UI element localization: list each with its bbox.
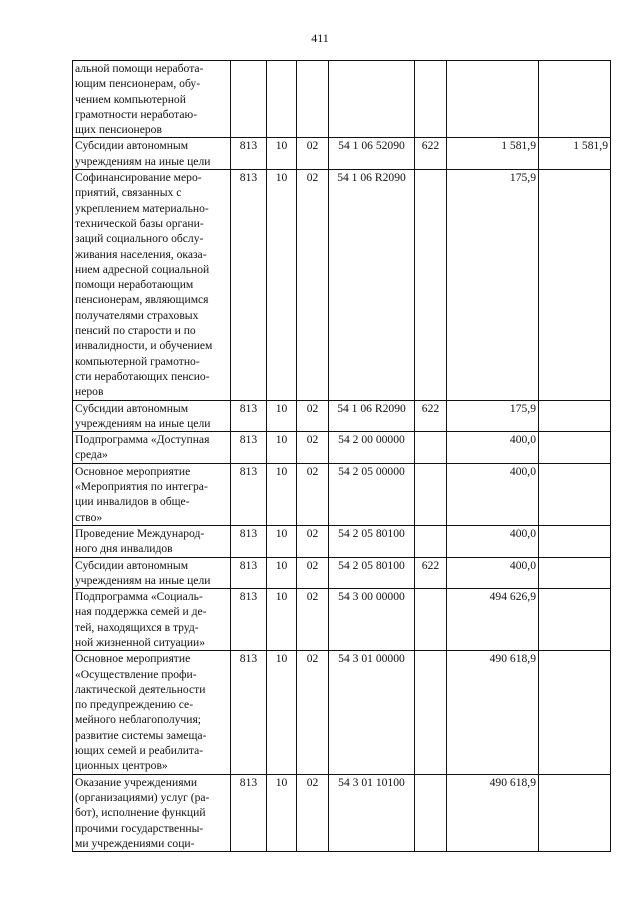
target-article-cell	[329, 61, 415, 138]
amount-extra-cell	[539, 400, 611, 432]
expense-type-cell: 622	[415, 138, 447, 170]
amount-extra-cell: 1 581,9	[539, 138, 611, 170]
target-article-cell: 54 2 05 80100	[329, 557, 415, 589]
subsection-code-cell: 02	[297, 651, 329, 774]
table-row	[73, 432, 611, 464]
expense-type-cell	[415, 651, 447, 774]
department-code-cell: 813	[231, 557, 267, 589]
target-article-cell: 54 3 01 00000	[329, 651, 415, 774]
expense-type-cell	[415, 774, 447, 851]
item-name-cell: Подпрограмма «Доступная среда»	[73, 432, 231, 464]
budget-table	[72, 60, 611, 852]
department-code-cell: 813	[231, 525, 267, 557]
item-name-cell: Проведение Международ- ного дня инвалидов	[73, 525, 231, 557]
subsection-code-cell: 02	[297, 463, 329, 525]
target-article-cell: 54 2 05 00000	[329, 463, 415, 525]
department-code-cell: 813	[231, 651, 267, 774]
section-code-cell	[267, 61, 297, 138]
target-article-cell: 54 3 01 10100	[329, 774, 415, 851]
section-code-cell: 10	[267, 170, 297, 400]
amount-cell	[447, 61, 539, 138]
section-code-cell: 10	[267, 651, 297, 774]
subsection-code-cell: 02	[297, 138, 329, 170]
section-code-cell: 10	[267, 525, 297, 557]
table-row	[73, 138, 611, 170]
department-code-cell: 813	[231, 432, 267, 464]
subsection-code-cell: 02	[297, 170, 329, 400]
target-article-cell: 54 2 05 80100	[329, 525, 415, 557]
subsection-code-cell	[297, 61, 329, 138]
amount-extra-cell	[539, 589, 611, 651]
department-code-cell: 813	[231, 170, 267, 400]
item-name-cell: Оказание учреждениями (организациями) услуг (ра- бот), исполнение функций прочими государственны- ми учреждениями соци-	[73, 774, 231, 851]
subsection-code-cell: 02	[297, 432, 329, 464]
subsection-code-cell: 02	[297, 525, 329, 557]
section-code-cell: 10	[267, 463, 297, 525]
amount-extra-cell	[539, 557, 611, 589]
amount-cell: 175,9	[447, 400, 539, 432]
amount-extra-cell	[539, 774, 611, 851]
table-row	[73, 463, 611, 525]
amount-cell: 400,0	[447, 432, 539, 464]
table-row	[73, 651, 611, 774]
amount-cell: 175,9	[447, 170, 539, 400]
table-row	[73, 525, 611, 557]
amount-cell: 490 618,9	[447, 651, 539, 774]
item-name-cell: альной помощи неработа- ющим пенсионерам, обу- чением компьютерной грамотности неработаю- щих пенсионеров	[73, 61, 231, 138]
target-article-cell: 54 3 00 00000	[329, 589, 415, 651]
target-article-cell: 54 1 06 R2090	[329, 170, 415, 400]
amount-extra-cell	[539, 61, 611, 138]
amount-cell: 400,0	[447, 557, 539, 589]
expense-type-cell	[415, 432, 447, 464]
department-code-cell: 813	[231, 138, 267, 170]
expense-type-cell	[415, 463, 447, 525]
item-name-cell: Основное мероприятие «Осуществление профи- лактической деятельности по предупреждению се- мейного неблагополучия; развитие системы замеща- ющих семей и реабилита- ционных центров»	[73, 651, 231, 774]
amount-extra-cell	[539, 432, 611, 464]
item-name-cell: Субсидии автономным учреждениям на иные цели	[73, 400, 231, 432]
section-code-cell: 10	[267, 138, 297, 170]
amount-extra-cell	[539, 170, 611, 400]
table-row	[73, 400, 611, 432]
table-row	[73, 61, 611, 138]
expense-type-cell: 622	[415, 400, 447, 432]
table-row	[73, 589, 611, 651]
amount-cell: 400,0	[447, 463, 539, 525]
table-row	[73, 170, 611, 400]
section-code-cell: 10	[267, 557, 297, 589]
subsection-code-cell: 02	[297, 589, 329, 651]
amount-cell: 1 581,9	[447, 138, 539, 170]
item-name-cell: Софинансирование меро- приятий, связанных с укреплением материально- технической базы органи- заций социального обслу- живания населения, оказа- нием адресной социальной помощи неработающим пенсионерам, являющимся получателями страховых пенсий по старости и по инвалидности, и обучением компьютерной грамотно- сти неработающих пенсио- неров	[73, 170, 231, 400]
amount-extra-cell	[539, 651, 611, 774]
subsection-code-cell: 02	[297, 774, 329, 851]
target-article-cell: 54 2 00 00000	[329, 432, 415, 464]
table-row	[73, 557, 611, 589]
section-code-cell: 10	[267, 400, 297, 432]
subsection-code-cell: 02	[297, 400, 329, 432]
department-code-cell: 813	[231, 463, 267, 525]
expense-type-cell	[415, 589, 447, 651]
amount-cell: 400,0	[447, 525, 539, 557]
item-name-cell: Основное мероприятие «Мероприятия по интегра- ции инвалидов в обще- ство»	[73, 463, 231, 525]
section-code-cell: 10	[267, 432, 297, 464]
page-number: 411	[311, 31, 329, 45]
expense-type-cell	[415, 525, 447, 557]
subsection-code-cell: 02	[297, 557, 329, 589]
table-row	[73, 774, 611, 851]
item-name-cell: Субсидии автономным учреждениям на иные цели	[73, 557, 231, 589]
section-code-cell: 10	[267, 589, 297, 651]
amount-extra-cell	[539, 525, 611, 557]
department-code-cell: 813	[231, 774, 267, 851]
amount-cell: 494 626,9	[447, 589, 539, 651]
expense-type-cell	[415, 61, 447, 138]
target-article-cell: 54 1 06 52090	[329, 138, 415, 170]
section-code-cell: 10	[267, 774, 297, 851]
department-code-cell	[231, 61, 267, 138]
expense-type-cell: 622	[415, 557, 447, 589]
item-name-cell: Субсидии автономным учреждениям на иные цели	[73, 138, 231, 170]
expense-type-cell	[415, 170, 447, 400]
amount-extra-cell	[539, 463, 611, 525]
department-code-cell: 813	[231, 400, 267, 432]
amount-cell: 490 618,9	[447, 774, 539, 851]
target-article-cell: 54 1 06 R2090	[329, 400, 415, 432]
department-code-cell: 813	[231, 589, 267, 651]
item-name-cell: Подпрограмма «Социаль- ная поддержка семей и де- тей, находящихся в труд- ной жизненной ситуации»	[73, 589, 231, 651]
